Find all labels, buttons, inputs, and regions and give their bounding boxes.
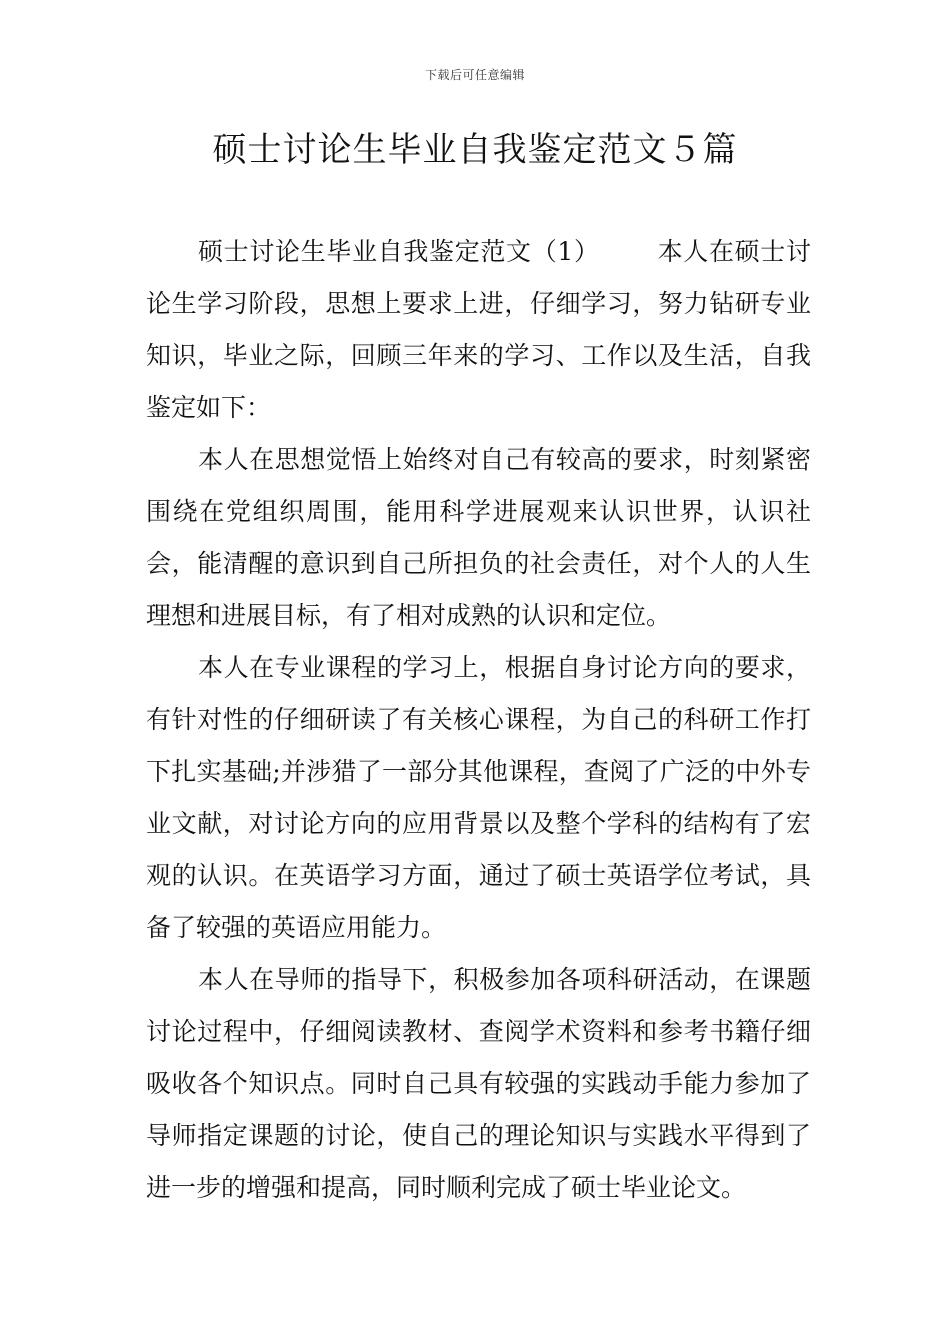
paragraph-3: 本人在专业课程的学习上，根据自身讨论方向的要求，有针对性的仔细研读了有关核心课程，为自己的科研工作打下扎实基础;并涉猎了一部分其他课程，查阅了广泛的中外专业文献，对讨论方向的应用背景以及整个学科的结构有了宏观的认识。在英语学习方面，通过了硕士英语学位考试，具备了较强的英语应用能力。: [146, 653, 811, 942]
document-body: [146, 226, 811, 1214]
paragraph-1: [146, 226, 811, 434]
intro-heading: 硕士讨论生毕业自我鉴定范文（1）: [198, 237, 600, 266]
header-note: 下载后可任意编辑: [424, 68, 525, 82]
paragraph-4: 本人在导师的指导下，积极参加各项科研活动，在课题讨论过程中，仔细阅读教材、查阅学术资料和参考书籍仔细吸收各个知识点。同时自己具有较强的实践动手能力参加了导师指定课题的讨论，使自己的理论知识与实践水平得到了进一步的增强和提高，同时顺利完成了硕士毕业论文。: [146, 965, 811, 1202]
paragraph-2: 本人在思想觉悟上始终对自己有较高的要求，时刻紧密围绕在党组织周围，能用科学进展观来认识世界，认识社会，能清醒的意识到自己所担负的社会责任，对个人的人生理想和进展目标，有了相对成熟的认识和定位。: [146, 445, 811, 630]
document-title: 硕士讨论生毕业自我鉴定范文５篇: [212, 130, 738, 170]
paragraph-1-text: 本人在硕士讨论生学习阶段，思想上要求上进，仔细学习，努力钻研专业知识，毕业之际，回顾三年来的学习、工作以及生活，自我鉴定如下：: [146, 237, 811, 422]
